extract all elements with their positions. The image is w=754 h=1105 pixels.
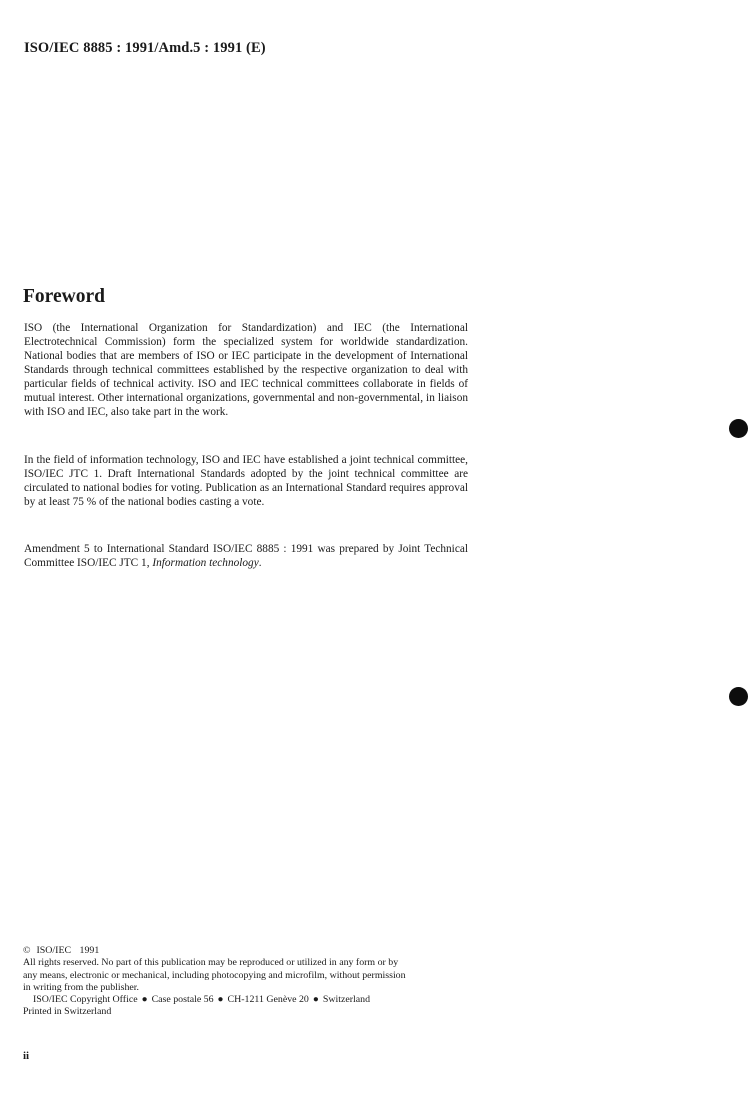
punch-hole-lower xyxy=(729,687,748,706)
rights-line-3: in writing from the publisher. xyxy=(23,981,140,993)
postal-city: CH-1211 Genève 20 xyxy=(227,994,309,1006)
copyright-year: 1991 xyxy=(79,945,100,956)
document-designation: ISO/IEC 8885 : 1991/Amd.5 : 1991 (E) xyxy=(24,40,266,56)
copyright-notice xyxy=(23,945,469,1019)
page-title: Foreword xyxy=(23,286,105,307)
bullet-icon: ● xyxy=(217,994,224,1006)
copyright-icon: © xyxy=(23,945,31,956)
printed-in: Printed in Switzerland xyxy=(23,1006,112,1018)
amendment-end: . xyxy=(258,557,262,569)
rights-line-1: All rights reserved. No part of this publication may be reproduced or utilized in any form or by xyxy=(23,957,399,969)
foreword-paragraph-organizations: ISO (the International Organization for Standardization) and IEC (the International Electrotechnical Commission) form the specialized system for worldwide standardization. National bodies that are members of ISO or IEC participate in the development of International Standards through technical committees established by the respective organization to deal with particular fields of technical activity. ISO and IEC technical committees collaborate in fields of mutual interest. Other international organizations, governmental and non-governmental, in liaison with ISO and IEC, also take part in the work. xyxy=(24,322,468,418)
copyright-office: ISO/IEC Copyright Office xyxy=(33,994,138,1006)
foreword-paragraph-jtc1: In the field of information technology, ISO and IEC have established a joint technical committee, ISO/IEC JTC 1. Draft International Standards adopted by the joint technical committee are circulated to national bodies for voting. Publication as an International Standard requires approval by at least 75 % of the national bodies casting a vote. xyxy=(24,454,468,508)
page-number: ii xyxy=(23,1050,30,1062)
publisher-address xyxy=(23,994,469,1006)
copyright-line xyxy=(23,945,469,957)
postal-box: Case postale 56 xyxy=(151,994,214,1006)
punch-hole-upper xyxy=(729,419,748,438)
foreword-paragraph-amendment xyxy=(24,542,468,570)
amendment-text: Amendment 5 to International Standard ISO/IEC 8885 : 1991 was prepared by Joint Technical Committee ISO/IEC JTC 1, xyxy=(24,543,468,569)
copyright-owner: ISO/IEC xyxy=(36,945,72,956)
committee-title: Information technology xyxy=(152,557,259,569)
bullet-icon: ● xyxy=(312,994,319,1006)
postal-country: Switzerland xyxy=(322,994,371,1006)
rights-line-2: any means, electronic or mechanical, including photocopying and microfilm, without permission xyxy=(23,969,406,981)
bullet-icon: ● xyxy=(141,994,148,1006)
